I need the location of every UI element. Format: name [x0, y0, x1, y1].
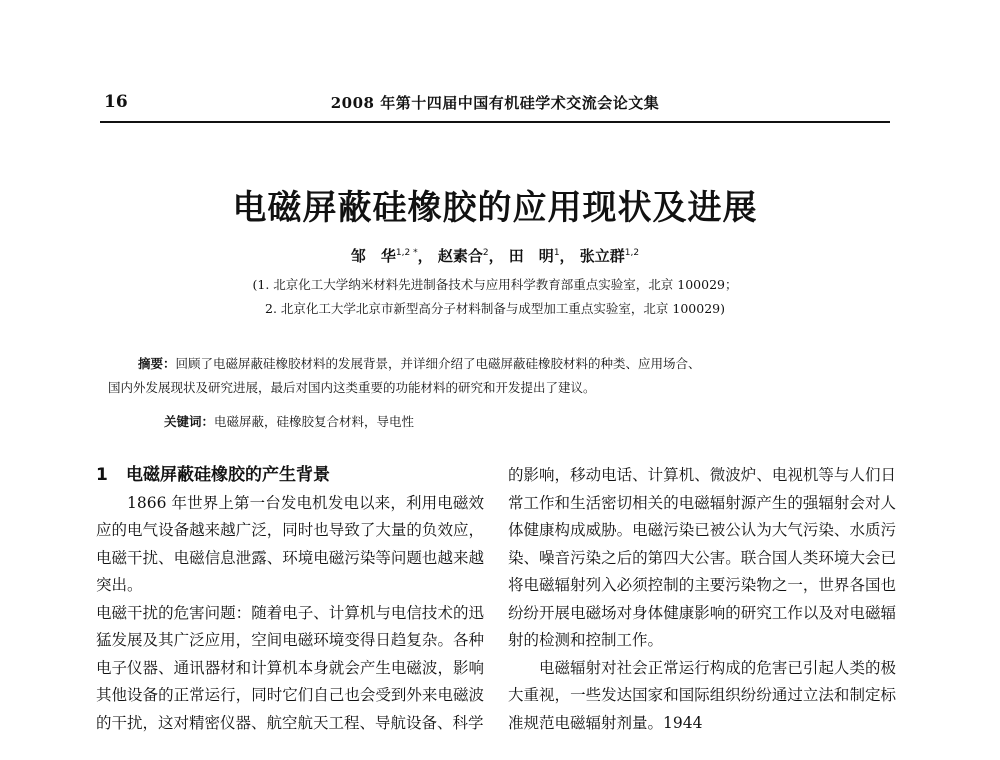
keywords-label: 关键词：	[164, 414, 215, 429]
author-affil-mark: 2	[482, 248, 489, 258]
body-paragraph: 电磁干扰的危害问题：随着电子、计算机与电信技术的迅猛发展及其广泛应用，空间电磁环境变得日趋复杂。各种电子仪器、通讯器材和计算机本身就会产生电磁波，影响其他设备的正常运行，同时它们自己也会受到外来电磁波的干扰，这对精密仪器、航空航天工程、导航设备、科学	[96, 603, 484, 732]
affiliation-1: (1. 北京化工大学纳米材料先进制备技术与应用科学教育部重点实验室，北京 100029；	[252, 277, 738, 292]
left-column	[96, 462, 484, 737]
running-title: 2008 年第十四届中国有机硅学术交流会论文集	[330, 94, 660, 112]
author-name: 赵素合	[437, 247, 483, 265]
keywords	[164, 412, 414, 430]
author-affil-mark: 1,2	[624, 248, 640, 258]
page-number: 16	[104, 92, 128, 112]
page-header	[100, 92, 890, 116]
author-name: 张立群	[579, 247, 625, 265]
abstract-text-line1: 回顾了电磁屏蔽硅橡胶材料的发展背景，并详细介绍了电磁屏蔽硅橡胶材料的种类、应用场合、	[175, 356, 701, 371]
paper-title: 电磁屏蔽硅橡胶的应用现状及进展	[232, 188, 758, 228]
keywords-text: 电磁屏蔽，硅橡胶复合材料，导电性	[214, 414, 415, 429]
header-rule	[100, 121, 890, 123]
section-number: 1	[96, 465, 108, 485]
author-affil-mark: 1,2 *	[395, 248, 418, 258]
author-name: 田 明	[508, 247, 554, 265]
abstract-label: 摘要：	[138, 356, 176, 371]
affiliation-2: 2. 北京化工大学北京市新型高分子材料制备与成型加工重点实验室，北京 100029)	[265, 301, 725, 316]
body-paragraph: 的影响，移动电话、计算机、微波炉、电视机等与人们日常工作和生活密切相关的电磁辐射源产生的强辐射会对人体健康构成威胁。电磁污染已被公认为大气污染、水质污染、噪音污染之后的第四大公害。联合国人类环境大会已将电磁辐射列入必须控制的主要污染物之一，世界各国也纷纷开展电磁场对身体健康影响的研究工作以及对电磁辐射的检测和控制工作。	[508, 466, 896, 649]
body-paragraph: 1866 年世界上第一台发电机发电以来，利用电磁效应的电气设备越来越广泛，同时也导致了大量的负效应，电磁干扰、电磁信息泄露、环境电磁污染等问题也越来越突出。	[96, 493, 484, 594]
author-name: 邹 华	[350, 247, 396, 265]
section-heading	[96, 462, 484, 490]
author-list: 邹 华$^{1,2 *}$， 赵素合$^2$， 田 明$^1$， 张立群$^{1,2}$	[350, 247, 640, 265]
abstract	[108, 352, 868, 400]
author-affil-mark: 1	[553, 248, 560, 258]
abstract-text-line2: 国内外发展现状及研究进展，最后对国内这类重要的功能材料的研究和开发提出了建议。	[108, 380, 596, 395]
body-paragraph: 电磁辐射对社会正常运行构成的危害已引起人类的极大重视，一些发达国家和国际组织纷纷通过立法和制定标准规范电磁辐射剂量。1944	[508, 658, 896, 732]
right-column	[508, 462, 896, 737]
section-title: 电磁屏蔽硅橡胶的产生背景	[126, 465, 330, 485]
